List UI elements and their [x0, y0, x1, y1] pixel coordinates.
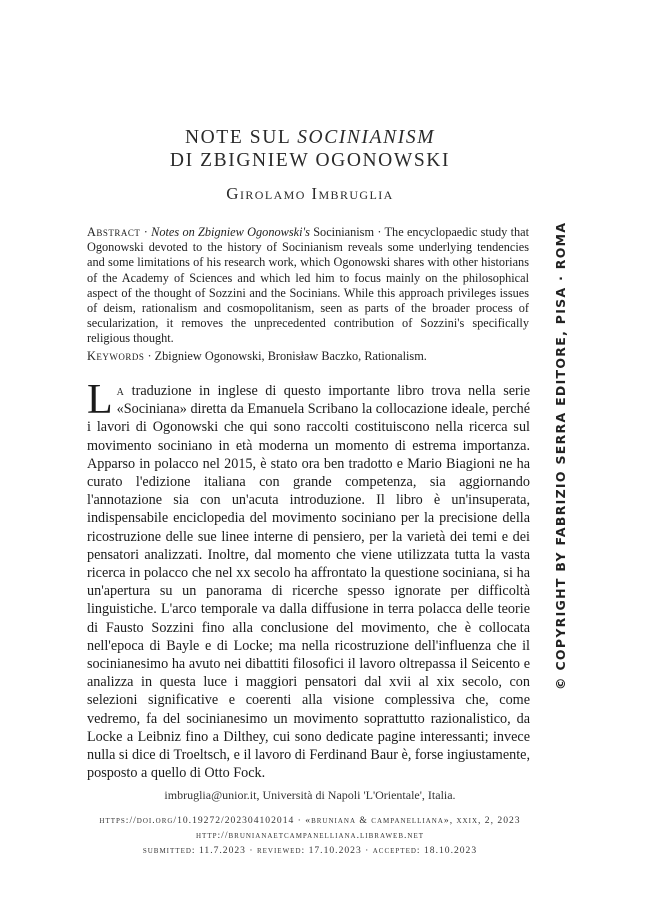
keywords: [87, 349, 529, 364]
article-title-line-2: DI ZBIGNIEW OGONOWSKI: [169, 150, 451, 171]
abstract-separator: ·: [140, 225, 152, 239]
keywords-label: Keywords: [87, 349, 145, 363]
author-affiliation: imbruglia@unior.it, Università di Napoli 'L'Orientale', Italia.: [164, 788, 456, 802]
abstract-title-italic: Notes on Zbigniew Ogonowski's: [151, 225, 310, 239]
title-prefix: NOTE SUL: [184, 127, 298, 148]
title-italic: SOCINIANISM: [297, 127, 436, 148]
doi-line: https://doi.org/10.19272/202304102014 · «bruniana & campanelliana», xxix, 2, 2023: [99, 815, 521, 826]
body-text: traduzione in inglese di questo importante libro trova nella serie «Sociniana» diretta da Emanuela Scribano la collocazione ideale, perché i lavori di Ogonowski che qui sono raccolti costituiscono nella ricerca sul movimento sociniano in età moderna un momento di estrema importanza. Apparso in polacco nel 2015, è stato ora ben tradotto e Mario Biagioni ne ha curato l'edizione italiana con grande competenza, sia aggiornando l'annotazione sia con un'acuta introduzione. Il libro è un'insuperata, indispensabile enciclopedia del movimento sociniano per la precisione della ricostruzione delle sue linee interne di pensiero, per la varietà dei temi e dei pensatori analizzati. Inoltre, dal momento che viene utilizzata tutta la vasta ricerca in polacco che nel xx secolo ha affrontato la questione sociniana, si ha un'apertura su un panorama di ricerche spesso ignorate per difficoltà linguistiche. L'arco temporale va dalla diffusione in terra polacca delle teorie di Fausto Sozzini fino alla conclusione del movimento, che è collocata nell'epoca di Bayle e di Locke; ma nella ricostruzione dell'influenza che il socinianesimo ha avuto nei dibattiti filosofici il lavoro oltrepassa il Seicento e analizza in questa luce i maggiori pensatori dal xvii al xix secolo, con selezioni significative e coerenti alla visione complessiva che, come vedremo, fa del socinianesimo un movimento soprattutto razionalistico, da Locke a Leibniz fino a Dilthey, cui sono dedicate pagine interessanti; invece nulla si dice di Troeltsch, e il lavoro di Ferdinand Baur è, forse ingiustamente, posposto a quello di Otto Fock.: [87, 383, 530, 782]
copyright-notice: © COPYRIGHT BY FABRIZIO SERRA EDITORE, PISA · ROMA: [553, 221, 568, 690]
author-name: Girolamo Imbruglia: [226, 184, 394, 203]
article-title-line-1: [0, 126, 620, 150]
abstract-label: Abstract: [87, 225, 141, 239]
journal-url: http://brunianaetcampanelliana.libraweb.net: [195, 830, 425, 841]
drop-cap: L: [87, 377, 113, 423]
abstract-text: · The encyclopaedic study that Ogonowski devoted to the history of Socinianism reveals some underlying tendencies and some limitations of his research work, which Ogonowski shares with other historians of the Academy of Sciences and which led him to focus mainly on the philosophical aspect of the thought of Sozzini and the Socinians. While this approach privileges issues of deism, rationalism and cosmopolitanism, seen as parts of the broader process of secularization, it removes the unprecedented contribution of Sozzini's specifically religious thought.: [87, 225, 530, 346]
body-paragraph: [87, 377, 530, 782]
keywords-text: · Zbigniew Ogonowski, Bronisław Baczko, Rationalism.: [144, 349, 427, 363]
abstract: [87, 225, 529, 347]
lead-smallcaps: a: [116, 383, 125, 399]
submission-dates: submitted: 11.7.2023 · reviewed: 17.10.2023 · accepted: 18.10.2023: [142, 845, 478, 856]
abstract-title-rest: Socinianism: [309, 225, 375, 239]
